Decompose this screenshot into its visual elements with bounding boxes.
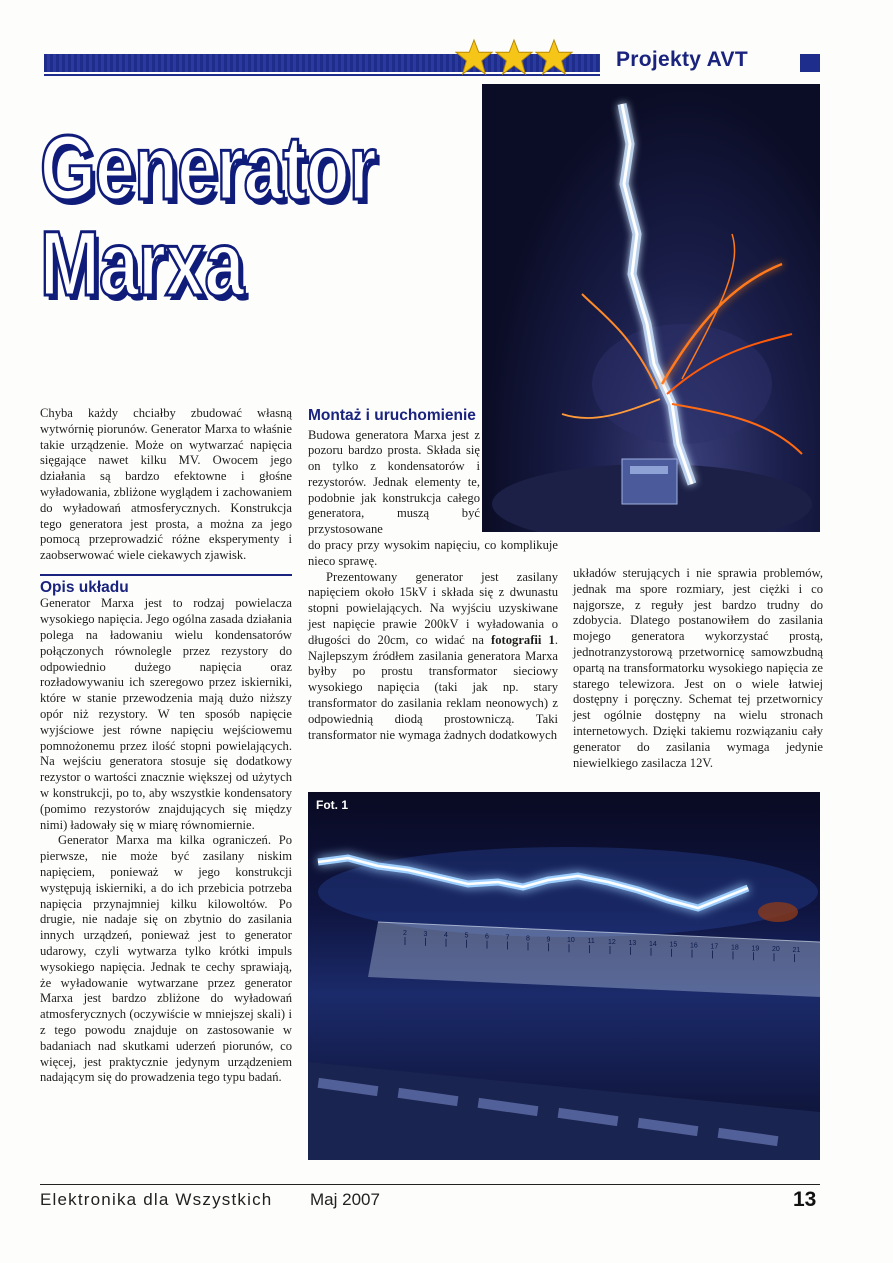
ruler-tick-label: 4 [444, 931, 448, 939]
footer-rule [40, 1184, 820, 1185]
montaz-paragraph-3: układów sterujących i nie sprawia problemów, jednak ma spore rozmiary, jest ciężki i co najgorsze, z reguły jest bardzo trudny do zdobycia. Dlatego postanowiłem do zasilania mojego generatora wykorzystać prostą, jednotranzystorową przetwornicę samowzbudną opartą na transformatorku wysokiego napięcia ze starego telewizora. Jest on o wiele łatwiej dostępny i poręczny. Schemat tej przetwornicy jest ogólnie dostępny na wielu stronach internetowych. Dzięki takiemu rozwiązaniu cały generator do zasilania wymaga jedynie niewielkiego zasilacza 12V. [573, 566, 823, 770]
montaz-paragraph-2 [308, 570, 558, 744]
ruler-tick-label: 7 [505, 934, 510, 942]
ruler-tick-label: 17 [710, 943, 719, 951]
opis-paragraph-1: Generator Marxa jest to rodzaj powielacza wysokiego napięcia. Jego ogólna zasada działania polega na ładowaniu wielu kondensatorów połączonych równolegle przez rezystory do odpowiednio dużego napięcia oraz rozładowywaniu ich szeregowo przez iskierniki, które w stanie przewodzenia mają dużo niższy opór niż rezystory. W ten sposób napięcie wyjściowe jest równe napięciu wejściowemu pomnożonemu przez ilość stopni powielających. Na wejściu generatora stosuje się dodatkowy rezystor o wartości znacznie większej od użytych w konstrukcji, po to, aby wszystkie kondensatory (pomimo rezystorów znajdujących się między nimi) ładowały się w miarę równomiernie. [40, 596, 292, 832]
ruler-tick-label: 10 [567, 937, 575, 945]
montaz-p2-text: Prezentowany generator jest zasilany napięciem około 15kV i składa się z dwunastu stopni powielających. Na wyjściu uzyskiwane jest napięcie prawie 200kV i wyładowania o długości do 20cm, co widać na [308, 569, 558, 647]
ruler-tick-label: 13 [628, 939, 637, 947]
ruler-tick-label: 5 [464, 932, 469, 940]
ruler-tick-label: 14 [649, 940, 657, 948]
section-label: Projekty AVT [616, 48, 748, 71]
opis-paragraph-2: Generator Marxa ma kilka ograniczeń. Po pierwsze, nie może być zasilany niskim napięciem, ponieważ w jego konstrukcji występują iskierniki, a do ich przebicia potrzeba napięcia przynajmniej kilku kilowoltów. Po drugie, nie nadaje się on zbytnio do zasilania innych urządzeń, ponieważ jest to generator udarowy, czyli wytwarza tylko krótki impuls wysokiego napięcia. Jednak te cechy sprawiają, że wyładowanie wytwarzane przez generator Marxa jest bardzo zbliżone do wyładowań atmosferycznych (oczywiście w mniejszej skali) i z tego powodu znajduje on zastosowanie w badaniach nad skutkami uderzeń piorunów, co więcej, jest praktycznie jedynym urządzeniem nadającym się do prowadzenia tego typu badań. [40, 833, 292, 1085]
issue-date: Maj 2007 [310, 1190, 380, 1209]
star-icon [495, 38, 533, 76]
column-3 [573, 566, 823, 771]
title-line-2: Marxa [40, 213, 244, 315]
column-2 [308, 408, 558, 743]
photo-fot-1 [308, 792, 820, 1160]
ruler-tick-label: 3 [423, 930, 428, 938]
ruler-tick-label: 6 [485, 933, 489, 941]
montaz-paragraph-1a: Budowa generatora Marxa jest z pozoru bardzo prosta. Składa się on tylko z kondensatorów i rezystorów. Jednak elementy te, podobnie jak konstrukcja całego generatora, muszą być przystosowane [308, 427, 480, 537]
ruler-tick-label: 20 [772, 946, 780, 954]
heading-opis-ukladu: Opis układu [40, 578, 129, 596]
article-title [40, 117, 383, 315]
column-1 [40, 406, 292, 1086]
montaz-p2-text-cont: . Najlepszym źródłem zasilania generatora Marxa byłby po prostu transformator sieciowy wysokiego napięcia (taki jak np. stary transformator do zasilania reklam neonowych) z odpowiednią diodą prostowniczą. Taki transformator nie wymaga żadnych dodatkowych [308, 632, 558, 742]
montaz-paragraph-1b: do pracy przy wysokim napięciu, co komplikuje nieco sprawę. [308, 538, 558, 568]
ruler-tick-label: 16 [690, 942, 698, 950]
intro-paragraph: Chyba każdy chciałby zbudować własną wytwórnię piorunów. Generator Marxa to właśnie takie urządzenie. Może on wytwarzać napięcia sięgające nawet kilku MV. Owocem jego działania są bardzo efektowne i głośne wyładowania, zbliżone wyglądem i zachowaniem do wyładowań atmosferycznych. Konstrukcja tego generatora jest prosta, a można za jego pomocą przeprowadzić różne eksperymenty i zaobserwować wiele ciekawych zjawisk. [40, 406, 292, 563]
ruler-tick-label: 9 [546, 936, 551, 944]
star-icon [455, 38, 493, 76]
ruler-tick-label: 11 [587, 938, 595, 946]
photo-reference: fotografii 1 [491, 632, 555, 647]
ruler-tick-label: 8 [526, 935, 530, 943]
heading-montaz: Montaż i uruchomienie [308, 407, 476, 424]
magazine-name: Elektronika dla Wszystkich [40, 1190, 273, 1209]
ruler-tick-label: 18 [731, 944, 739, 952]
page-number: 13 [793, 1188, 817, 1211]
ruler-tick-label: 2 [403, 930, 407, 937]
ruler-tick-label: 21 [792, 947, 801, 955]
section-divider [40, 574, 292, 576]
ruler-tick-label: 19 [751, 945, 760, 953]
section-marker [800, 54, 820, 72]
star-icon [535, 38, 573, 76]
title-line-1: Generator [40, 117, 376, 219]
photo-label: Fot. 1 [316, 798, 348, 812]
ruler-tick-label: 15 [669, 941, 678, 949]
rating-stars [455, 38, 573, 76]
ruler-tick-label: 12 [608, 939, 616, 946]
